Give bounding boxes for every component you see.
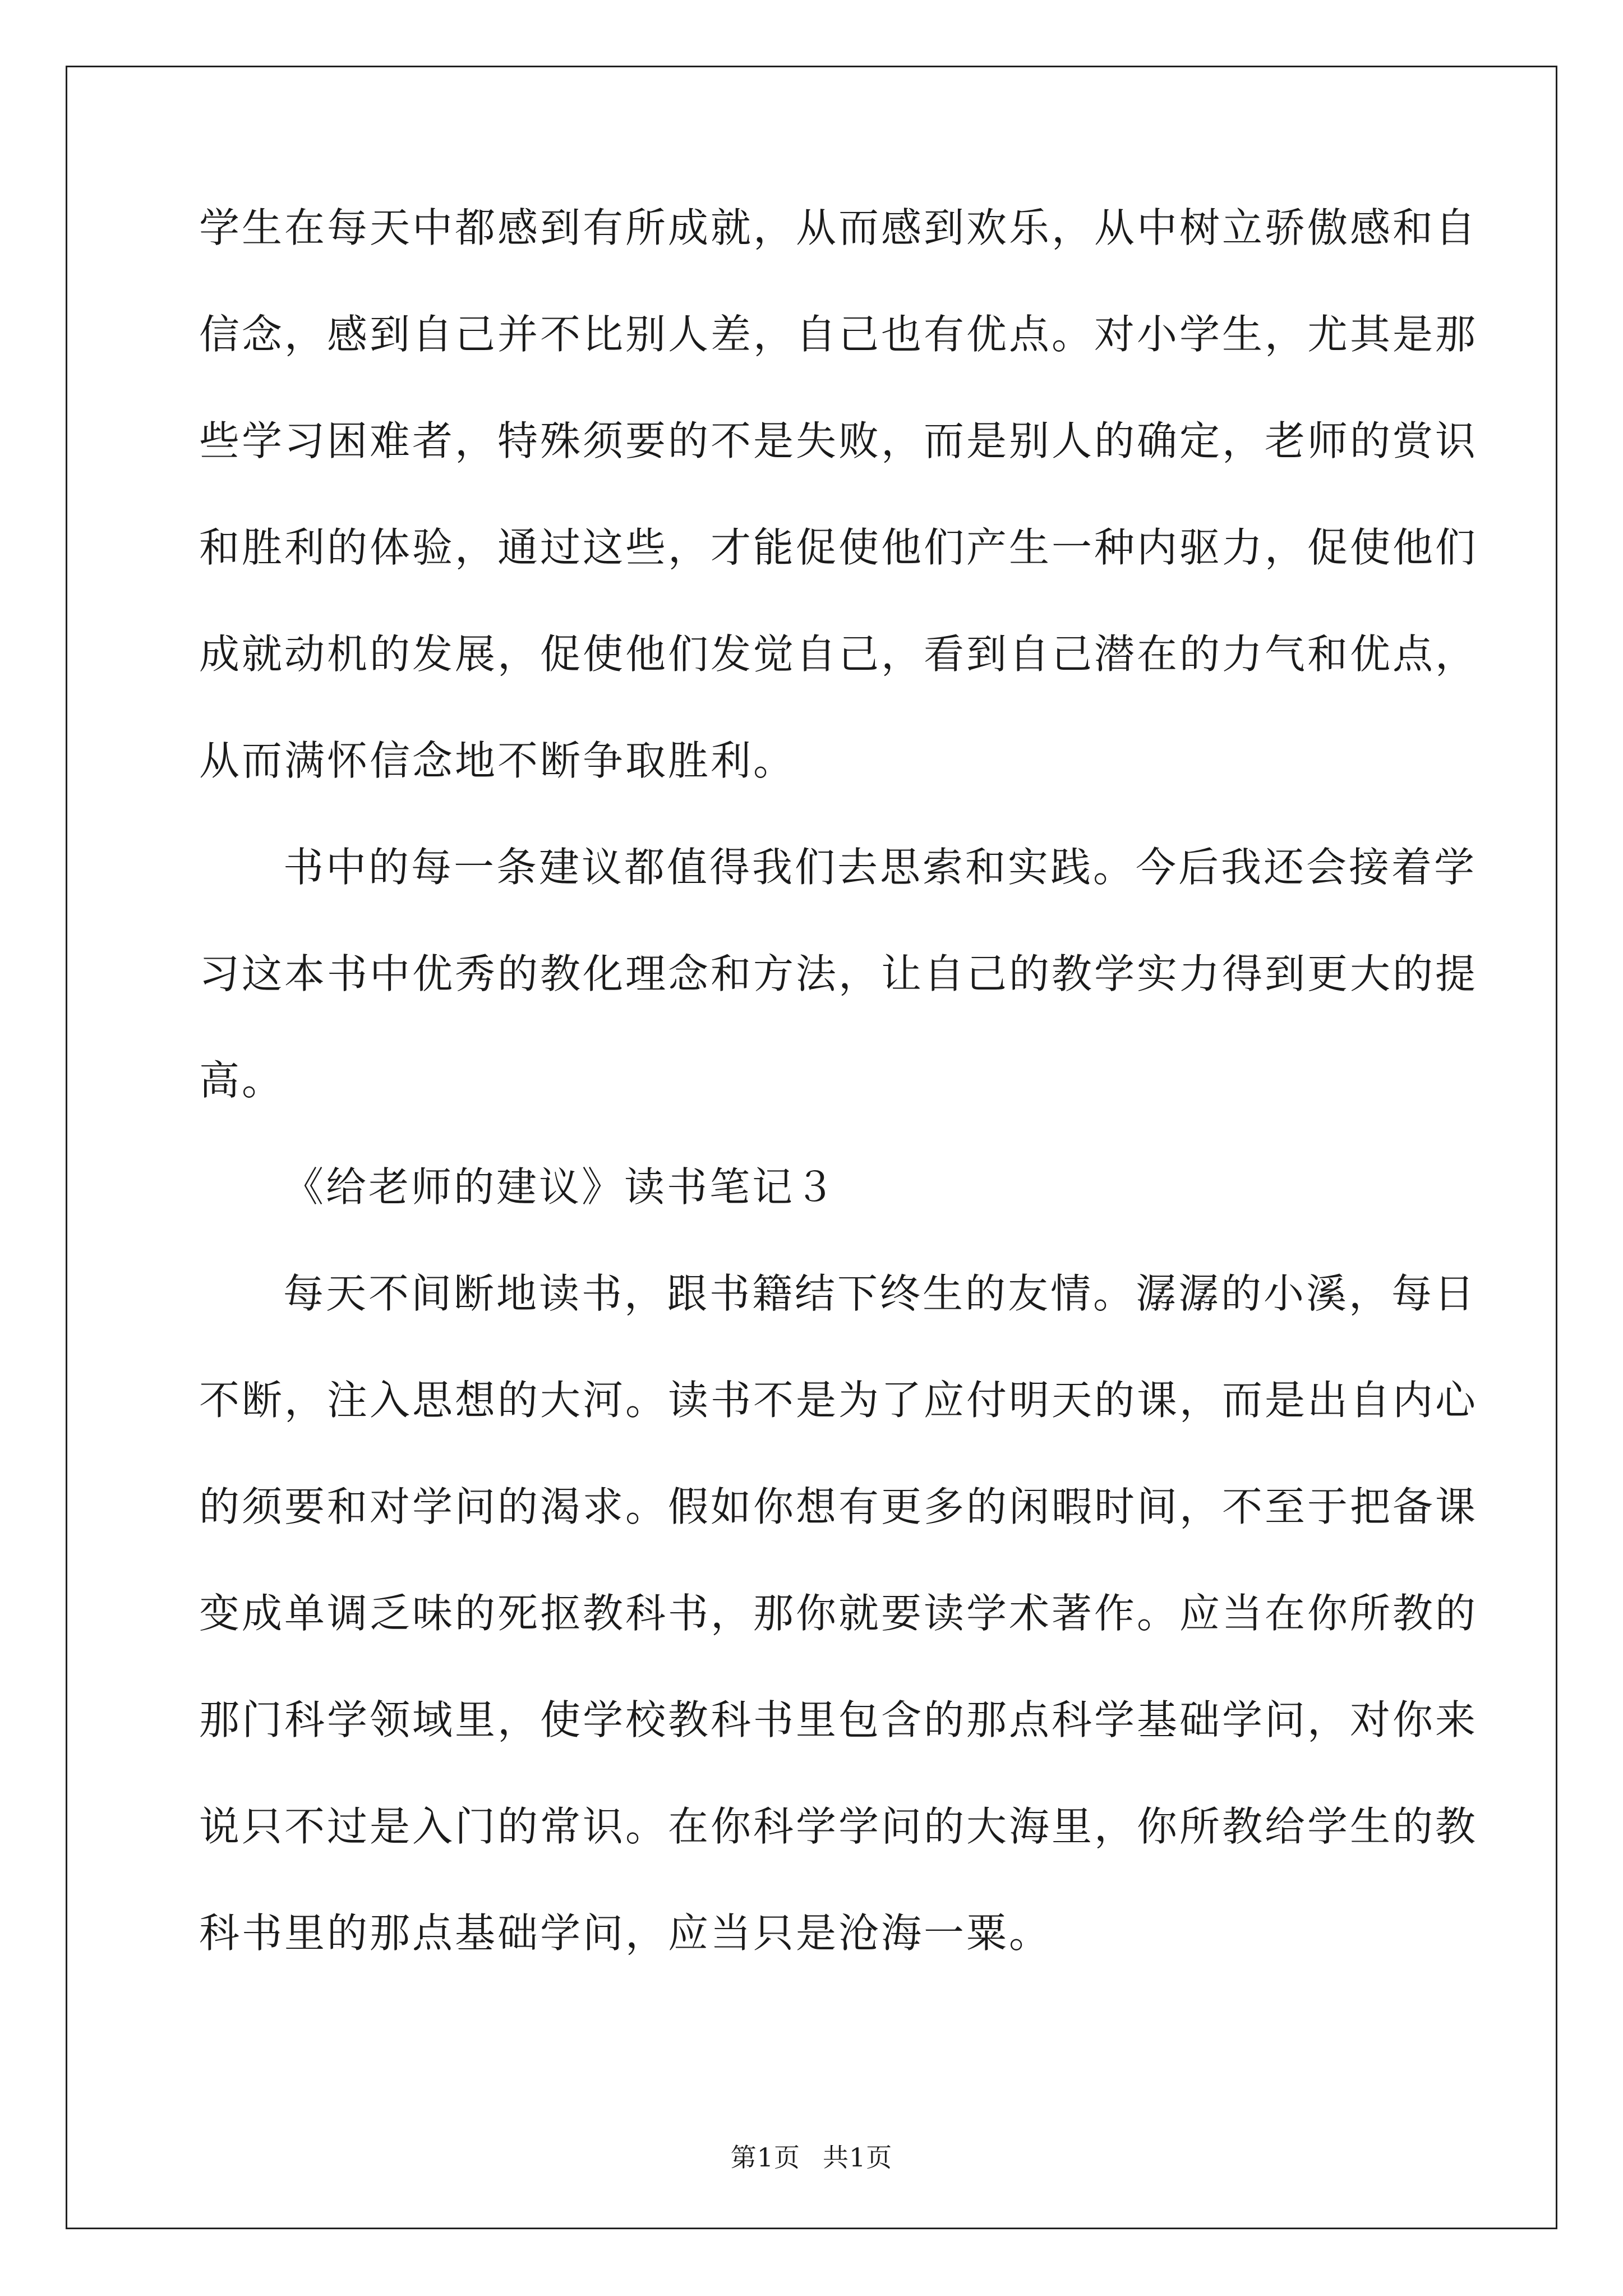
text-line: 成就动机的发展，促使他们发觉自己，看到自己潜在的力气和优点， — [199, 631, 1478, 678]
text-line: 书中的每一条建议都值得我们去思索和实践。今后我还会接着学 — [283, 844, 1477, 891]
page-total: 共1页 — [823, 2142, 893, 2173]
text-line: 每天不间断地读书，跟书籍结下终生的友情。潺潺的小溪，每日 — [283, 1270, 1477, 1317]
section-title: 《给老师的建议》读书笔记３ — [283, 1163, 838, 1211]
text-line: 习这本书中优秀的教化理念和方法，让自己的教学实力得到更大的提 — [199, 950, 1478, 997]
text-line: 和胜利的体验，通过这些，才能促使他们产生一种内驱力，促使他们 — [199, 524, 1478, 571]
text-line: 的须要和对学问的渴求。假如你想有更多的闲暇时间，不至于把备课 — [199, 1483, 1478, 1530]
text-line: 说只不过是入门的常识。在你科学学问的大海里，你所教给学生的教 — [199, 1803, 1478, 1850]
page-footer — [0, 2137, 1623, 2174]
text-line: 变成单调乏味的死抠教科书，那你就要读学术著作。应当在你所教的 — [199, 1590, 1478, 1637]
text-line: 高。 — [199, 1057, 285, 1104]
text-line: 信念，感到自己并不比别人差，自己也有优点。对小学生，尤其是那 — [199, 311, 1478, 358]
text-line: 些学习困难者，特殊须要的不是失败，而是别人的确定，老师的赏识 — [199, 417, 1478, 464]
text-line: 从而满怀信念地不断争取胜利。 — [199, 737, 796, 784]
text-line: 学生在每天中都感到有所成就，从而感到欢乐，从中树立骄傲感和自 — [199, 204, 1478, 251]
text-line: 那门科学领域里，使学校教科书里包含的那点科学基础学问，对你来 — [199, 1696, 1478, 1743]
document-body — [199, 204, 1478, 2019]
page-number: 第1页 — [730, 2142, 800, 2173]
text-line: 不断，注入思想的大河。读书不是为了应付明天的课，而是出自内心 — [199, 1377, 1478, 1424]
text-line: 科书里的那点基础学问，应当只是沧海一粟。 — [199, 1910, 1052, 1957]
